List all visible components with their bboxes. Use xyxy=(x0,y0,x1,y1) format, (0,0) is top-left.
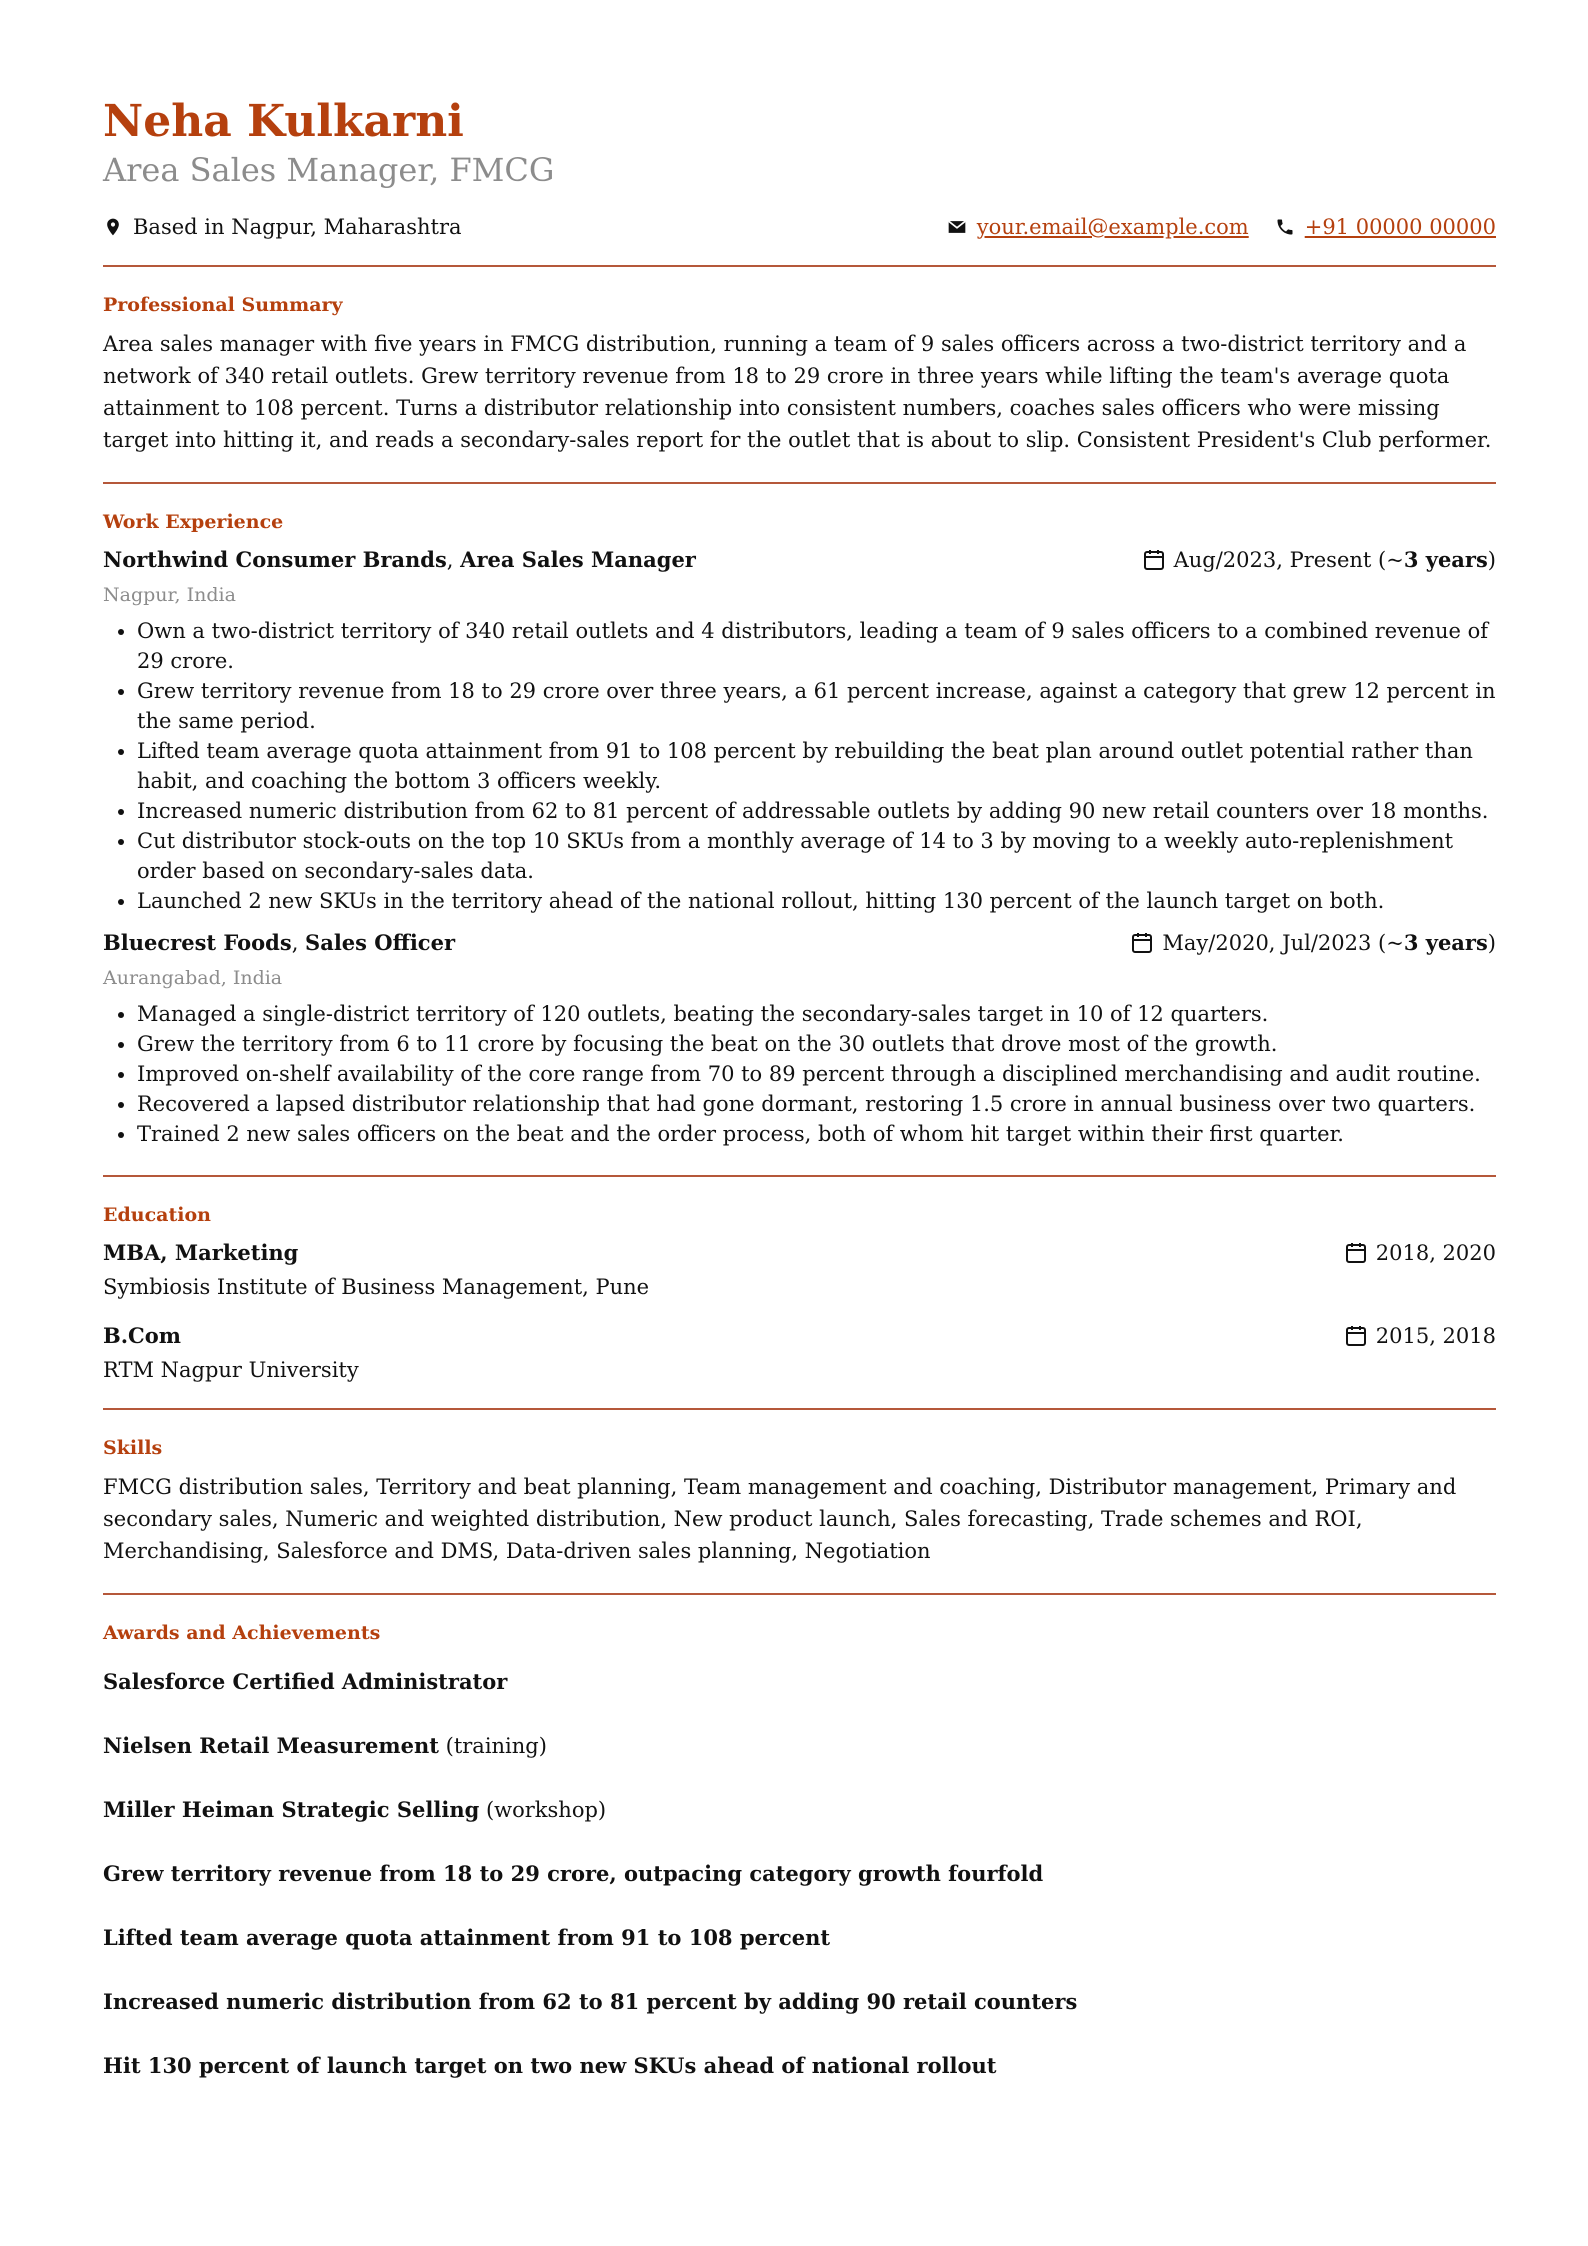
awards-list xyxy=(103,1650,1496,2098)
job-company: Bluecrest Foods xyxy=(103,930,292,956)
education-header xyxy=(103,1323,1496,1348)
email-link[interactable]: your.email@example.com xyxy=(976,215,1249,240)
job-dates xyxy=(1130,930,1496,955)
job-bullet: • Grew territory revenue from 18 to 29 crore over three years, a 61 percent increase, against a category that grew 12 percent in the same period. xyxy=(137,676,1496,736)
contact-row xyxy=(103,215,1496,239)
job-bullet: • Managed a single-district territory of 120 outlets, beating the secondary-sales target in 10 of 12 quarters. xyxy=(137,999,1496,1029)
job-role: Sales Officer xyxy=(305,930,456,956)
job-dates xyxy=(1142,547,1496,572)
calendar-icon xyxy=(1344,1324,1368,1348)
award-item: Increased numeric distribution from 62 to 81 percent by adding 90 retail counters xyxy=(103,1989,1078,2015)
job-date-range: May/2020, Jul/2023 (~ xyxy=(1162,930,1404,955)
education-dates xyxy=(1344,1324,1496,1348)
award-item: Nielsen Retail Measurement (training) xyxy=(103,1733,547,1759)
education-entry xyxy=(103,1240,1496,1299)
job-header xyxy=(103,930,1496,955)
education-degree: MBA, Marketing xyxy=(103,1240,299,1266)
calendar-icon xyxy=(1344,1241,1368,1265)
education-degree: B.Com xyxy=(103,1323,182,1349)
award-item: Grew territory revenue from 18 to 29 crore, outpacing category growth fourfold xyxy=(103,1861,1044,1887)
section-divider xyxy=(103,265,1496,267)
experience-title: Work Experience xyxy=(103,511,284,534)
job-date-close: ) xyxy=(1487,930,1496,955)
job-bullet: • Own a two-district territory of 340 retail outlets and 4 distributors, leading a team of 9 sales officers to a combined revenue of 29 crore. xyxy=(137,616,1496,676)
job-bullet: • Improved on-shelf availability of the core range from 70 to 89 percent through a disciplined merchandising and audit routine. xyxy=(137,1059,1496,1089)
job-entry xyxy=(103,547,1496,916)
job-title: Bluecrest Foods, Sales Officer xyxy=(103,930,456,956)
education-date-range: 2015, 2018 xyxy=(1375,1323,1496,1348)
job-header xyxy=(103,547,1496,572)
education-date-range: 2018, 2020 xyxy=(1375,1240,1496,1265)
education-dates xyxy=(1344,1241,1496,1265)
calendar-icon xyxy=(1130,931,1154,955)
job-bullet: • Launched 2 new SKUs in the territory ahead of the national rollout, hitting 130 percent of the launch target on both. xyxy=(137,886,1496,916)
phone-contact xyxy=(1275,215,1496,239)
skills-text: FMCG distribution sales, Territory and beat planning, Team management and coaching, Distributor management, Primary and secondary sales, Numeric and weighted distribution, New product launch, Sales forecasting, Trade schemes and ROI, Merchandising, Salesforce and DMS, Data-driven sales planning, Negotiation xyxy=(103,1475,1457,1564)
envelope-icon xyxy=(947,217,967,237)
education-entry xyxy=(103,1323,1496,1382)
education-school: RTM Nagpur University xyxy=(103,1358,359,1383)
job-bullets xyxy=(103,616,1496,916)
job-company: Northwind Consumer Brands xyxy=(103,547,447,573)
job-title: Northwind Consumer Brands, Area Sales Manager xyxy=(103,547,696,573)
job-bullets xyxy=(103,999,1496,1149)
education-school: Symbiosis Institute of Business Management, Pune xyxy=(103,1275,650,1300)
education-header xyxy=(103,1240,1496,1265)
award-item: Miller Heiman Strategic Selling (workshop) xyxy=(103,1797,607,1823)
phone-link[interactable]: +91 00000 00000 xyxy=(1304,215,1496,240)
award-item: Lifted team average quota attainment from 91 to 108 percent xyxy=(103,1925,831,1951)
location-info xyxy=(103,215,462,239)
skills-title: Skills xyxy=(103,1437,163,1460)
job-date-range: Aug/2023, Present (~ xyxy=(1173,547,1404,572)
job-location: Aurangabad, India xyxy=(103,967,283,990)
candidate-name: Neha Kulkarni xyxy=(103,96,464,147)
section-divider xyxy=(103,1593,1496,1595)
contact-links xyxy=(921,215,1496,239)
phone-icon xyxy=(1275,217,1295,237)
education-title: Education xyxy=(103,1204,211,1227)
summary-title: Professional Summary xyxy=(103,294,343,317)
award-item: Hit 130 percent of launch target on two new SKUs ahead of national rollout xyxy=(103,2053,997,2079)
email-contact xyxy=(947,215,1249,239)
job-bullet: • Trained 2 new sales officers on the beat and the order process, both of whom hit target within their first quarter. xyxy=(137,1119,1496,1149)
section-divider xyxy=(103,482,1496,484)
job-bullet: • Lifted team average quota attainment from 91 to 108 percent by rebuilding the beat plan around outlet potential rather than habit, and coaching the bottom 3 officers weekly. xyxy=(137,736,1496,796)
location-text: Based in Nagpur, Maharashtra xyxy=(133,215,462,240)
job-bullet: • Grew the territory from 6 to 11 crore by focusing the beat on the 30 outlets that drove most of the growth. xyxy=(137,1029,1496,1059)
job-location: Nagpur, India xyxy=(103,584,236,607)
summary-text: Area sales manager with five years in FMCG distribution, running a team of 9 sales officers across a two-district territory and a network of 340 retail outlets. Grew territory revenue from 18 to 29 crore in three years while lifting the team's average quota attainment to 108 percent. Turns a distributor relationship into consistent numbers, coaches sales officers who were missing target into hitting it, and reads a secondary-sales report for the outlet that is about to slip. Consistent President's Club performer. xyxy=(103,332,1492,453)
section-divider xyxy=(103,1408,1496,1410)
awards-title: Awards and Achievements xyxy=(103,1622,381,1645)
job-bullet: • Recovered a lapsed distributor relationship that had gone dormant, restoring 1.5 crore in annual business over two quarters. xyxy=(137,1089,1496,1119)
job-bullet: • Cut distributor stock-outs on the top 10 SKUs from a monthly average of 14 to 3 by moving to a weekly auto-replenishment order based on secondary-sales data. xyxy=(137,826,1496,886)
job-role: Area Sales Manager xyxy=(460,547,696,573)
job-entry xyxy=(103,930,1496,1149)
award-item: Salesforce Certified Administrator xyxy=(103,1669,508,1695)
section-divider xyxy=(103,1175,1496,1177)
map-pin-icon xyxy=(103,217,123,237)
job-duration: 3 years xyxy=(1403,547,1488,573)
calendar-icon xyxy=(1142,548,1166,572)
job-duration: 3 years xyxy=(1403,930,1488,956)
job-bullet: • Increased numeric distribution from 62 to 81 percent of addressable outlets by adding 90 new retail counters over 18 months. xyxy=(137,796,1496,826)
candidate-headline: Area Sales Manager, FMCG xyxy=(103,150,555,189)
job-date-close: ) xyxy=(1487,547,1496,572)
